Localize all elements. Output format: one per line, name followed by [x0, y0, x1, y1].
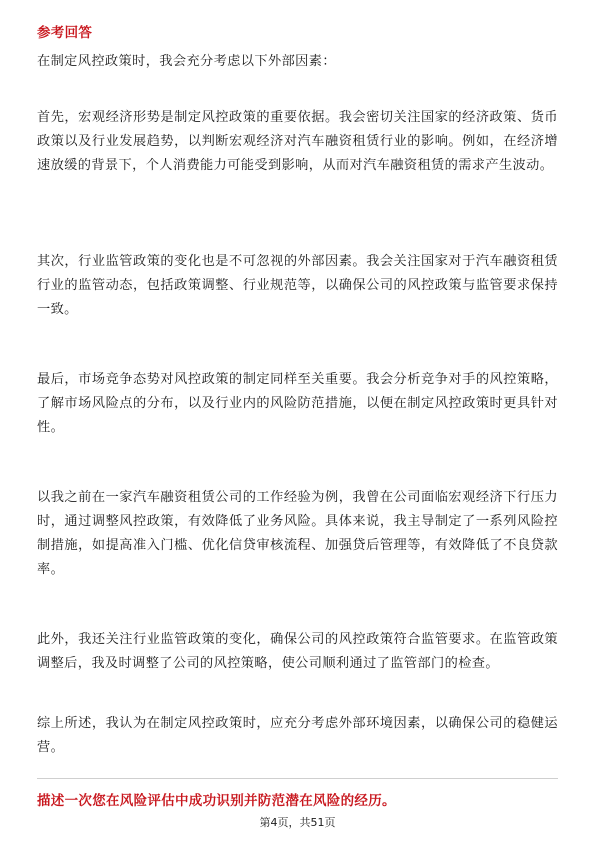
section-divider: [37, 778, 558, 779]
paragraph-competition: 最后，市场竞争态势对风控政策的制定同样至关重要。我会分析竞争对手的风控策略，了解市场风险点的分布，以及行业内的风险防范措施，以便在制定风控政策时更具针对性。: [37, 372, 558, 435]
paragraph-macro-economy: 首先，宏观经济形势是制定风控政策的重要依据。我会密切关注国家的经济政策、货币政策以及行业发展趋势，以判断宏观经济对汽车融资租赁行业的影响。例如，在经济增速放缓的背景下，个人消费能力可能受到影响，从而对汽车融资租赁的需求产生波动。: [37, 110, 558, 173]
paragraph-supervision: 此外，我还关注行业监管政策的变化，确保公司的风控政策符合监管要求。在监管政策调整后，我及时调整了公司的风控策略，使公司顺利通过了监管部门的检查。: [37, 632, 558, 671]
page-number: 第4页，共51页: [259, 816, 336, 829]
paragraph-regulation: 其次，行业监管政策的变化也是不可忽视的外部因素。我会关注国家对于汽车融资租赁行业的监管动态，包括政策调整、行业规范等，以确保公司的风控政策与监管要求保持一致。: [37, 254, 558, 317]
paragraph-conclusion: 综上所述，我认为在制定风控政策时，应充分考虑外部环境因素，以确保公司的稳健运营。: [37, 716, 558, 755]
answer-heading: 参考回答: [37, 25, 93, 41]
next-question: 描述一次您在风险评估中成功识别并防范潜在风险的经历。: [37, 793, 396, 809]
paragraph-experience: 以我之前在一家汽车融资租赁公司的工作经验为例，我曾在公司面临宏观经济下行压力时，通过调整风控政策，有效降低了业务风险。具体来说，我主导制定了一系列风险控制措施，如提高准入门槛、优化信贷审核流程、加强贷后管理等，有效降低了不良贷款率。: [37, 490, 558, 577]
paragraph-intro: 在制定风控政策时，我会充分考虑以下外部因素：: [37, 54, 336, 69]
